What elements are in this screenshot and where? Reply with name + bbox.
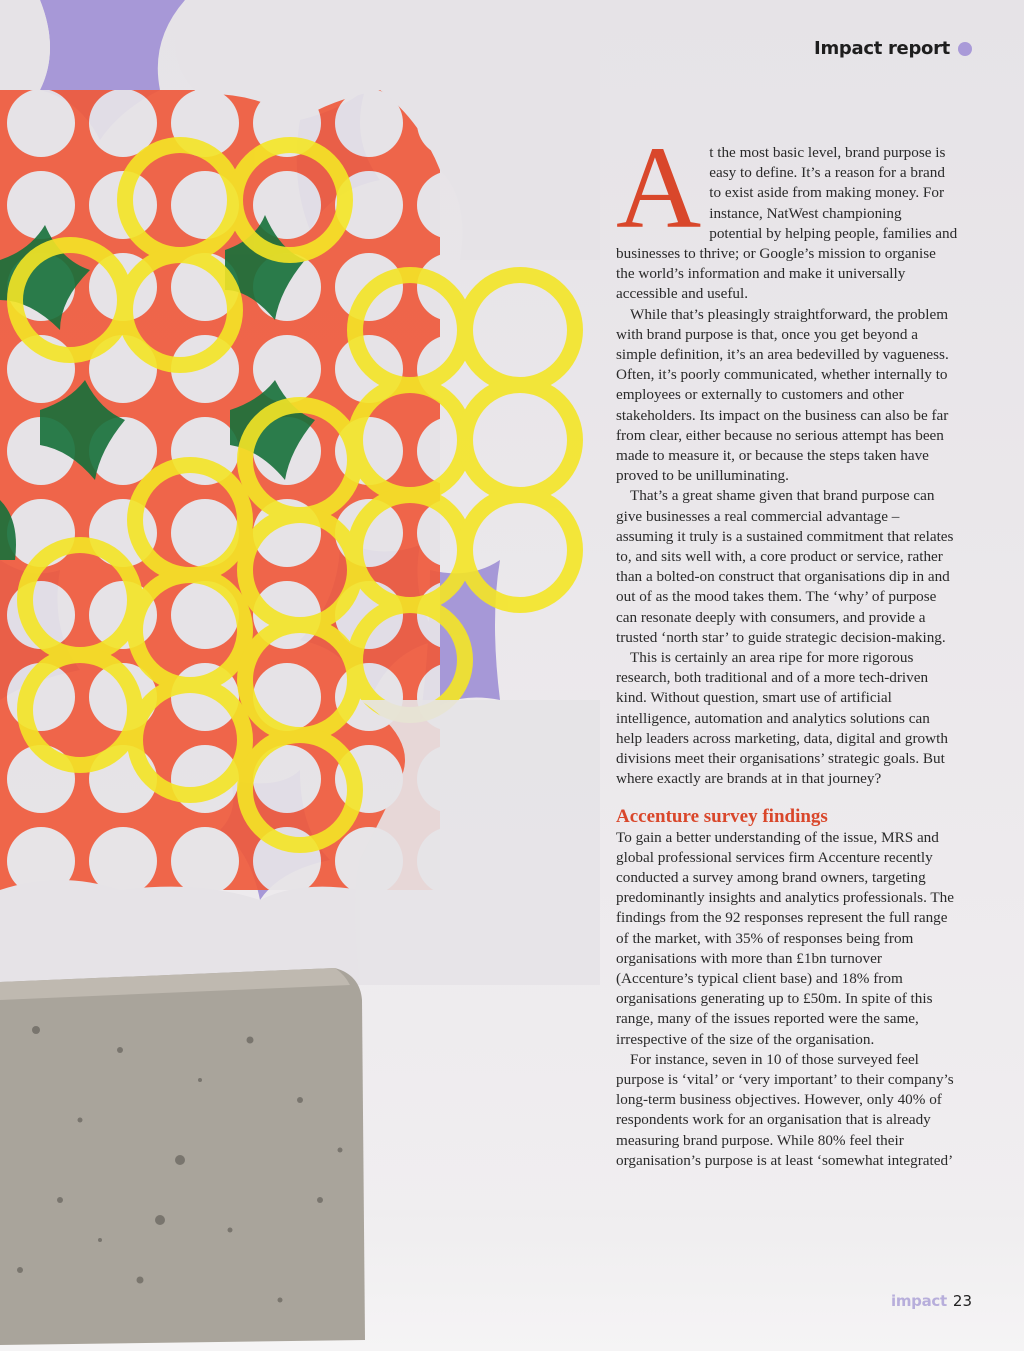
subheading: Accenture survey findings	[616, 805, 828, 827]
article-paragraph: To gain a better understanding of the issue, MRS and global professional services firm Accenture recently conducted a survey among brand owners, targeting predominantly insights and analytics professionals. The findings from the 92 responses represent the full range of the market, with 35% of responses being from organisations with more than £1bn turnover (Accenture’s typical client base) and 18% from organisations generating up to £50m. In spite of this range, many of the issues reported were the same, irrespective of the size of the organisation.	[616, 828, 955, 1048]
magazine-brand: impact	[891, 1292, 947, 1310]
section-dot-icon	[958, 42, 972, 56]
concrete-block	[0, 968, 365, 1345]
article-paragraph: This is certainly an area ripe for more rigorous research, both traditional and of a more tech-driven kind. Without question, smart use of artificial intelligence, automation and analytics solutions can help leaders across marketing, data, digital and growth divisions meet their organisations’ strategic goals. But where exactly are brands at in that journey?	[616, 649, 948, 788]
article-body	[616, 122, 958, 1171]
article-paragraph: t the most basic level, brand purpose is easy to define. It’s a reason for a brand to exist aside from making money. For instance, NatWest championing potential by helping people, families and businesses to thrive; or Google’s mission to organise the world’s information and make it universally accessible and useful.	[616, 144, 958, 303]
page-footer	[891, 1292, 972, 1310]
article-paragraph: That’s a great shame given that brand purpose can give businesses a real commercial advantage – assuming it truly is a sustained commitment that relates to, and sits well with, a core product or service, rather than a bolted-on construct that organisations dip in and out of as the mood takes them. The ‘why’ of purpose can resonate deeply with consumers, and provide a trusted ‘north star’ to guide strategic decision-making.	[616, 487, 954, 646]
page-number: 23	[952, 1292, 972, 1310]
article-paragraph: While that’s pleasingly straightforward, the problem with brand purpose is that, once you get beyond a simple definition, it’s an area bedevilled by vagueness. Often, it’s poorly communicated, whether internally to employees or externally to customers and other stakeholders. Its impact on the business can also be far from clear, either because no serious attempt has been made to measure it, or because the steps taken have proved to be unilluminating.	[616, 305, 949, 485]
section-header	[814, 38, 972, 59]
article-paragraph: For instance, seven in 10 of those surveyed feel purpose is ‘vital’ or ‘very important’ to their company’s long-term business objectives. However, only 40% of respondents work for an organisation that is already measuring brand purpose. While 80% feel their organisation’s purpose is at least ‘somewhat integrated’	[616, 1050, 954, 1169]
section-title: Impact report	[814, 38, 950, 59]
drop-cap: A	[616, 122, 702, 253]
